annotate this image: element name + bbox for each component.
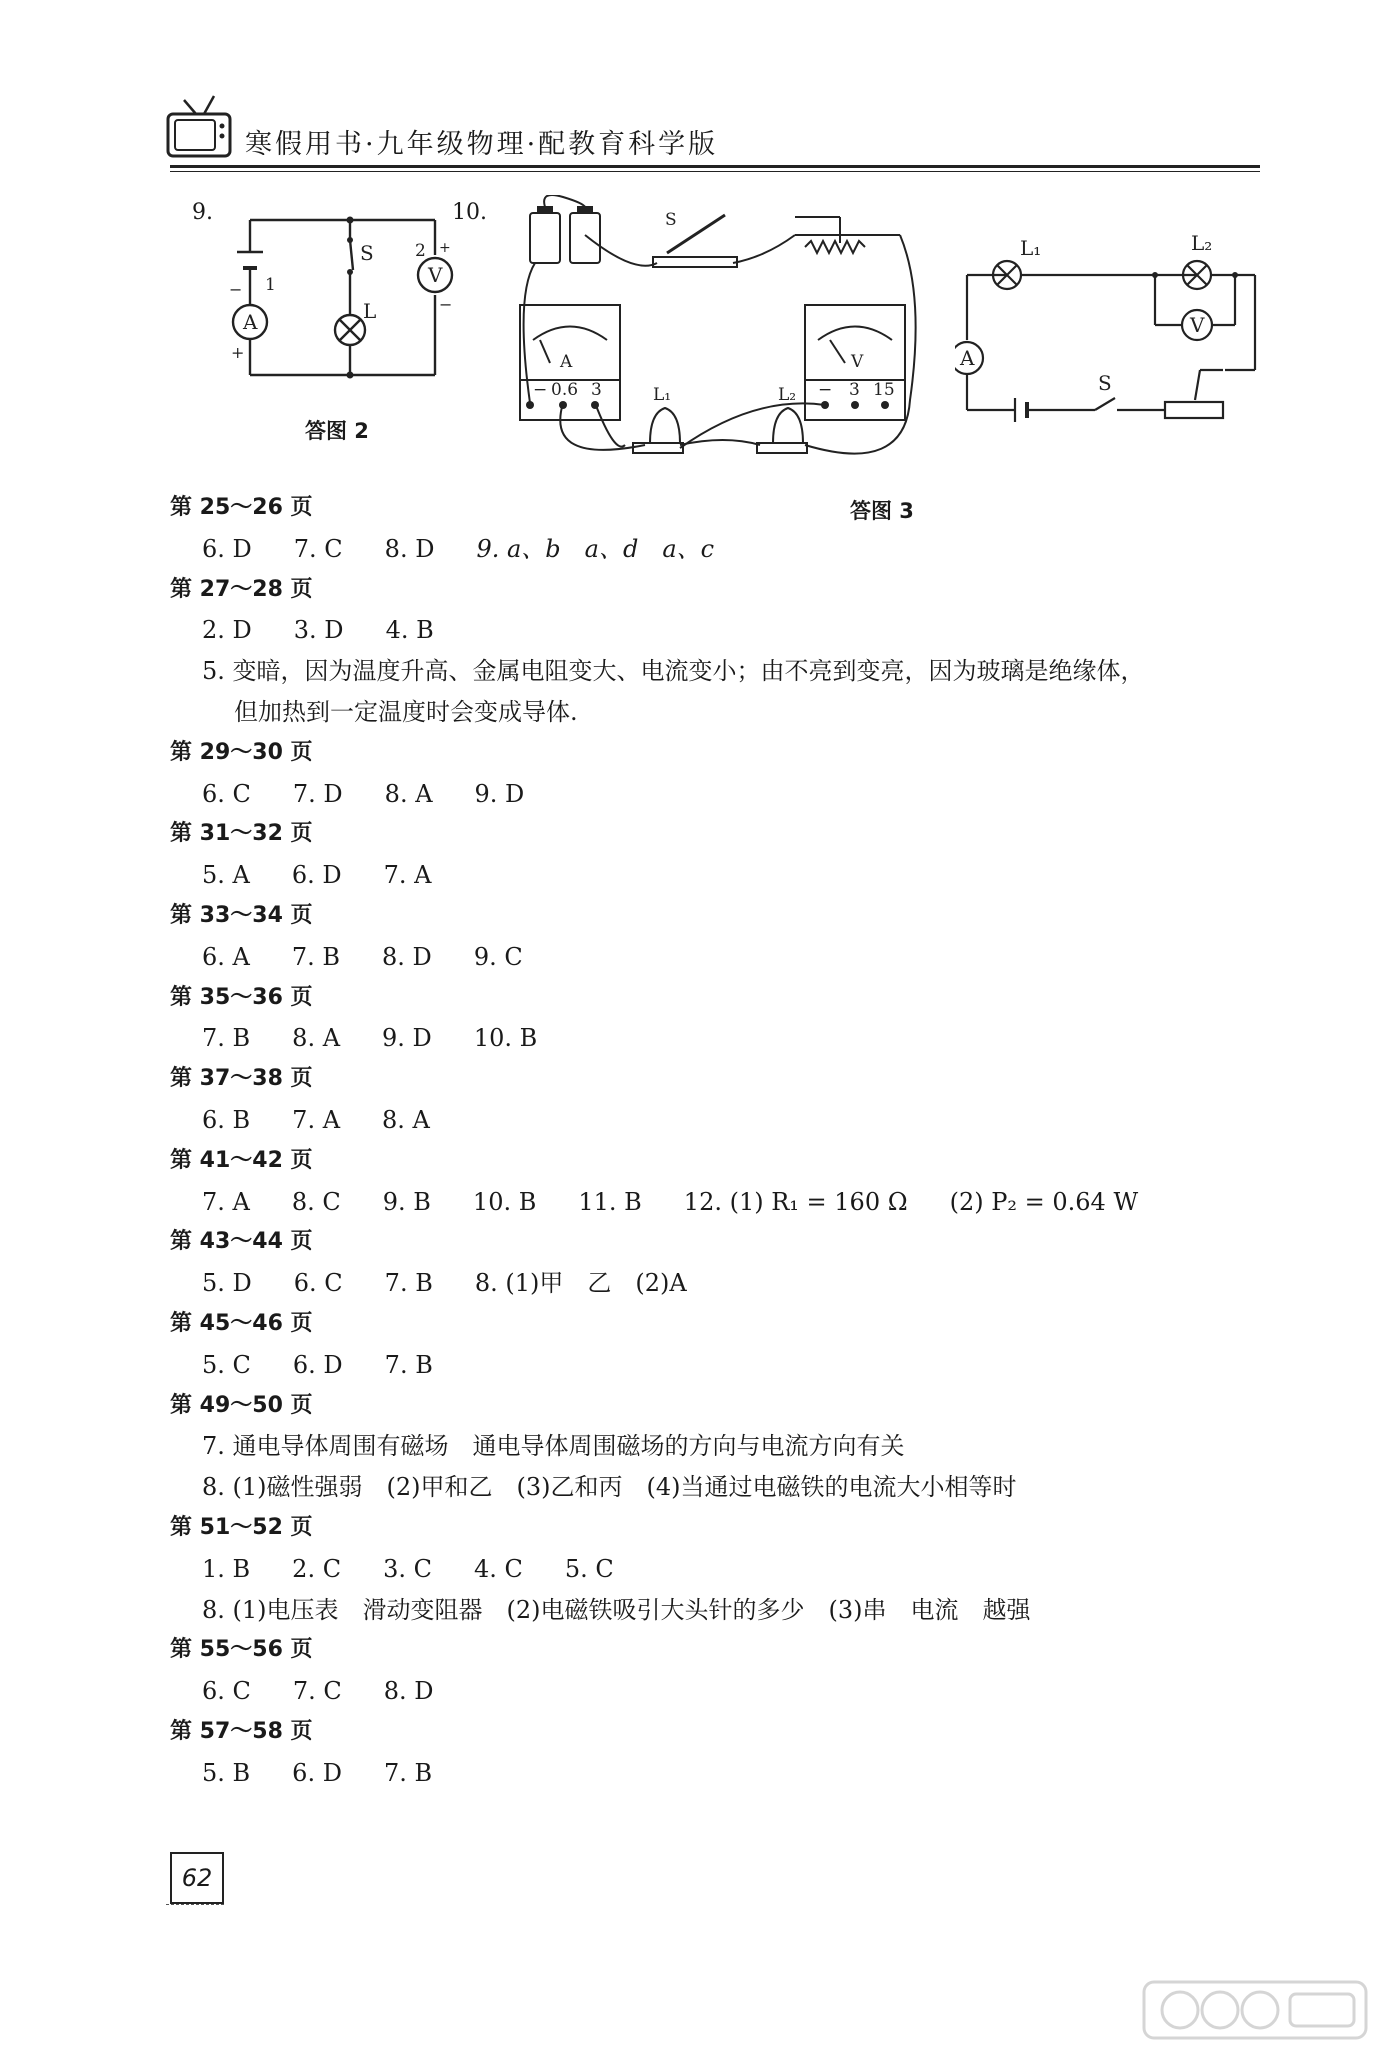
circuit-diagram-2 — [225, 210, 465, 390]
answer-item: (2) P₂ = 0.64 W — [949, 1187, 1139, 1216]
plus-sign: + — [231, 343, 245, 362]
ammeter-term-minus: − — [533, 380, 548, 400]
answer-item: 8. D — [382, 942, 432, 971]
answer-item: 8. A — [292, 1024, 341, 1053]
section-title: 第 55～56 页 — [170, 1637, 313, 1663]
answer-row — [170, 1018, 1270, 1059]
voltmeter-label-2: 2 — [415, 241, 426, 261]
answer-item: 6. D — [202, 534, 252, 563]
ammeter-letter: A — [560, 352, 573, 372]
answer-item: 9. D — [382, 1024, 432, 1053]
voltmeter-term-3: 3 — [849, 380, 860, 400]
section-title: 第 27～28 页 — [170, 576, 313, 602]
circuit-diagram-3 — [955, 230, 1275, 430]
voltmeter-letter: V — [851, 352, 864, 372]
header-title: 寒假用书·九年级物理·配教育科学版 — [245, 129, 719, 160]
answer-row — [170, 1549, 1270, 1590]
answer-row — [170, 937, 1270, 978]
voltmeter-term-minus: − — [818, 380, 833, 400]
answer-item: 6. D — [292, 1758, 342, 1787]
answer-item: 8. A — [382, 1105, 430, 1134]
answer-paragraph-continued: 但加热到一定温度时会变成导体. — [234, 697, 578, 726]
section-title: 第 37～38 页 — [170, 1066, 313, 1092]
answer-row — [170, 1182, 1270, 1223]
answer-row — [170, 610, 1270, 651]
minus-sign: − — [229, 280, 243, 299]
answer-row — [170, 529, 1270, 570]
answer-item: 1. B — [202, 1554, 251, 1583]
answer-item: 6. A — [202, 942, 250, 971]
answer-item: 7. A — [202, 1187, 250, 1216]
answer-row — [170, 1345, 1270, 1386]
figure-caption-2: 答图 2 — [305, 419, 369, 443]
answer-item: 7. B — [384, 1350, 433, 1379]
schematic-l1-label: L₁ — [1020, 236, 1042, 260]
answer-item: 6. C — [202, 779, 251, 808]
answer-item: 4. B — [385, 616, 434, 645]
wiring-diagram-3 — [505, 195, 945, 475]
tv-icon — [162, 90, 240, 162]
answer-item: 6. C — [293, 1269, 343, 1298]
answer-item: 9. B — [382, 1187, 431, 1216]
answer-item: 7. B — [384, 1269, 433, 1298]
ammeter-term-0.6: 0.6 — [551, 380, 579, 400]
ammeter-symbol: A — [243, 310, 258, 334]
answer-item: 8. (1)甲 乙 (2)A — [474, 1269, 687, 1298]
answer-item: 8. C — [291, 1187, 341, 1216]
section-title: 第 31～32 页 — [170, 821, 313, 847]
section-title: 第 35～36 页 — [170, 984, 313, 1010]
battery-label-1: 1 — [265, 275, 276, 295]
answer-item: 10. B — [472, 1187, 537, 1216]
section-title: 第 45～46 页 — [170, 1310, 313, 1336]
answer-row — [170, 1671, 1270, 1712]
answer-item: 7. C — [293, 534, 343, 563]
section-title: 第 25～26 页 — [170, 495, 313, 520]
answer-row — [170, 774, 1270, 815]
answer-item: 2. D — [202, 616, 252, 645]
answer-list — [170, 488, 1270, 1794]
switch-label: S — [360, 241, 374, 265]
answer-item: 9. a、b a、d a、c — [476, 534, 715, 563]
voltmeter-term-15: 15 — [873, 380, 895, 400]
answer-item: 7. B — [383, 1758, 433, 1787]
ammeter-term-3: 3 — [591, 380, 602, 400]
section-title: 第 49～50 页 — [170, 1392, 313, 1418]
answer-item: 11. B — [578, 1187, 642, 1216]
lamp-l1-label: L₁ — [653, 385, 672, 405]
answer-paragraph: 8. (1)磁性强弱 (2)甲和乙 (3)乙和丙 (4)当通过电磁铁的电流大小相等时 — [202, 1473, 1017, 1502]
answer-item: 7. C — [292, 1677, 342, 1706]
answer-item: 5. A — [202, 861, 250, 890]
answer-item: 8. A — [384, 779, 433, 808]
schematic-ammeter: A — [960, 346, 975, 370]
answer-item: 7. A — [383, 861, 432, 890]
answer-item: 7. B — [291, 942, 341, 971]
answer-item: 3. D — [293, 616, 344, 645]
voltmeter-symbol: V — [428, 263, 443, 287]
answer-row — [170, 1753, 1270, 1794]
answer-item: 12. (1) R₁ = 160 Ω — [683, 1187, 908, 1216]
answer-item: 6. D — [291, 861, 342, 890]
header-rule — [170, 165, 1260, 168]
answer-item: 6. B — [202, 1105, 251, 1134]
answer-item: 10. B — [473, 1024, 538, 1053]
lamp-label: L — [363, 299, 377, 323]
page-number-underline — [166, 1900, 224, 1905]
minus-sign-v: − — [439, 295, 453, 314]
section-title: 第 57～58 页 — [170, 1718, 313, 1744]
section-title: 第 29～30 页 — [170, 739, 313, 765]
schematic-voltmeter: V — [1190, 313, 1205, 337]
answer-paragraph: 8. (1)电压表 滑动变阻器 (2)电磁铁吸引大头针的多少 (3)串 电流 越强 — [202, 1595, 1031, 1624]
answer-row — [170, 855, 1270, 896]
answer-row — [170, 1263, 1270, 1304]
answer-item: 7. A — [292, 1105, 341, 1134]
answer-item: 9. D — [474, 779, 525, 808]
section-title: 第 51～52 页 — [170, 1514, 313, 1540]
answer-item: 7. B — [202, 1024, 251, 1053]
schematic-l2-label: L₂ — [1191, 231, 1213, 255]
header-rule-thin — [170, 171, 1260, 172]
question-number-10: 10. — [452, 200, 487, 225]
schematic-switch: S — [1098, 371, 1112, 395]
figure-caption-3: 答图 3 — [850, 499, 914, 523]
answer-item: 8. D — [383, 1677, 434, 1706]
answer-item: 6. C — [202, 1677, 251, 1706]
watermark-logo — [1140, 1978, 1370, 2042]
answer-item: 6. D — [292, 1350, 343, 1379]
answer-item: 5. B — [202, 1758, 251, 1787]
question-number-9: 9. — [192, 200, 213, 225]
section-title: 第 33～34 页 — [170, 902, 313, 928]
answer-item: 3. C — [383, 1554, 432, 1583]
answer-item: 9. C — [473, 942, 523, 971]
answer-row — [170, 1100, 1270, 1141]
page-number: 62 — [170, 1852, 224, 1904]
section-title: 第 43～44 页 — [170, 1229, 313, 1255]
answer-item: 4. C — [473, 1554, 523, 1583]
answer-item: 5. D — [202, 1269, 252, 1298]
answer-item: 5. C — [202, 1350, 251, 1379]
answer-item: 5. C — [564, 1554, 614, 1583]
answer-paragraph: 5. 变暗，因为温度升高、金属电阻变大、电流变小；由不亮到变亮，因为玻璃是绝缘体， — [202, 657, 1145, 686]
answer-item: 7. D — [292, 779, 343, 808]
answer-item: 8. D — [384, 534, 435, 563]
answer-paragraph: 7. 通电导体周围有磁场 通电导体周围磁场的方向与电流方向有关 — [202, 1432, 905, 1461]
answer-item: 2. C — [292, 1554, 342, 1583]
knife-switch-label: S — [665, 210, 677, 230]
plus-sign-v: + — [439, 240, 451, 256]
lamp-l2-label: L₂ — [778, 385, 797, 405]
section-title: 第 41～42 页 — [170, 1147, 313, 1173]
